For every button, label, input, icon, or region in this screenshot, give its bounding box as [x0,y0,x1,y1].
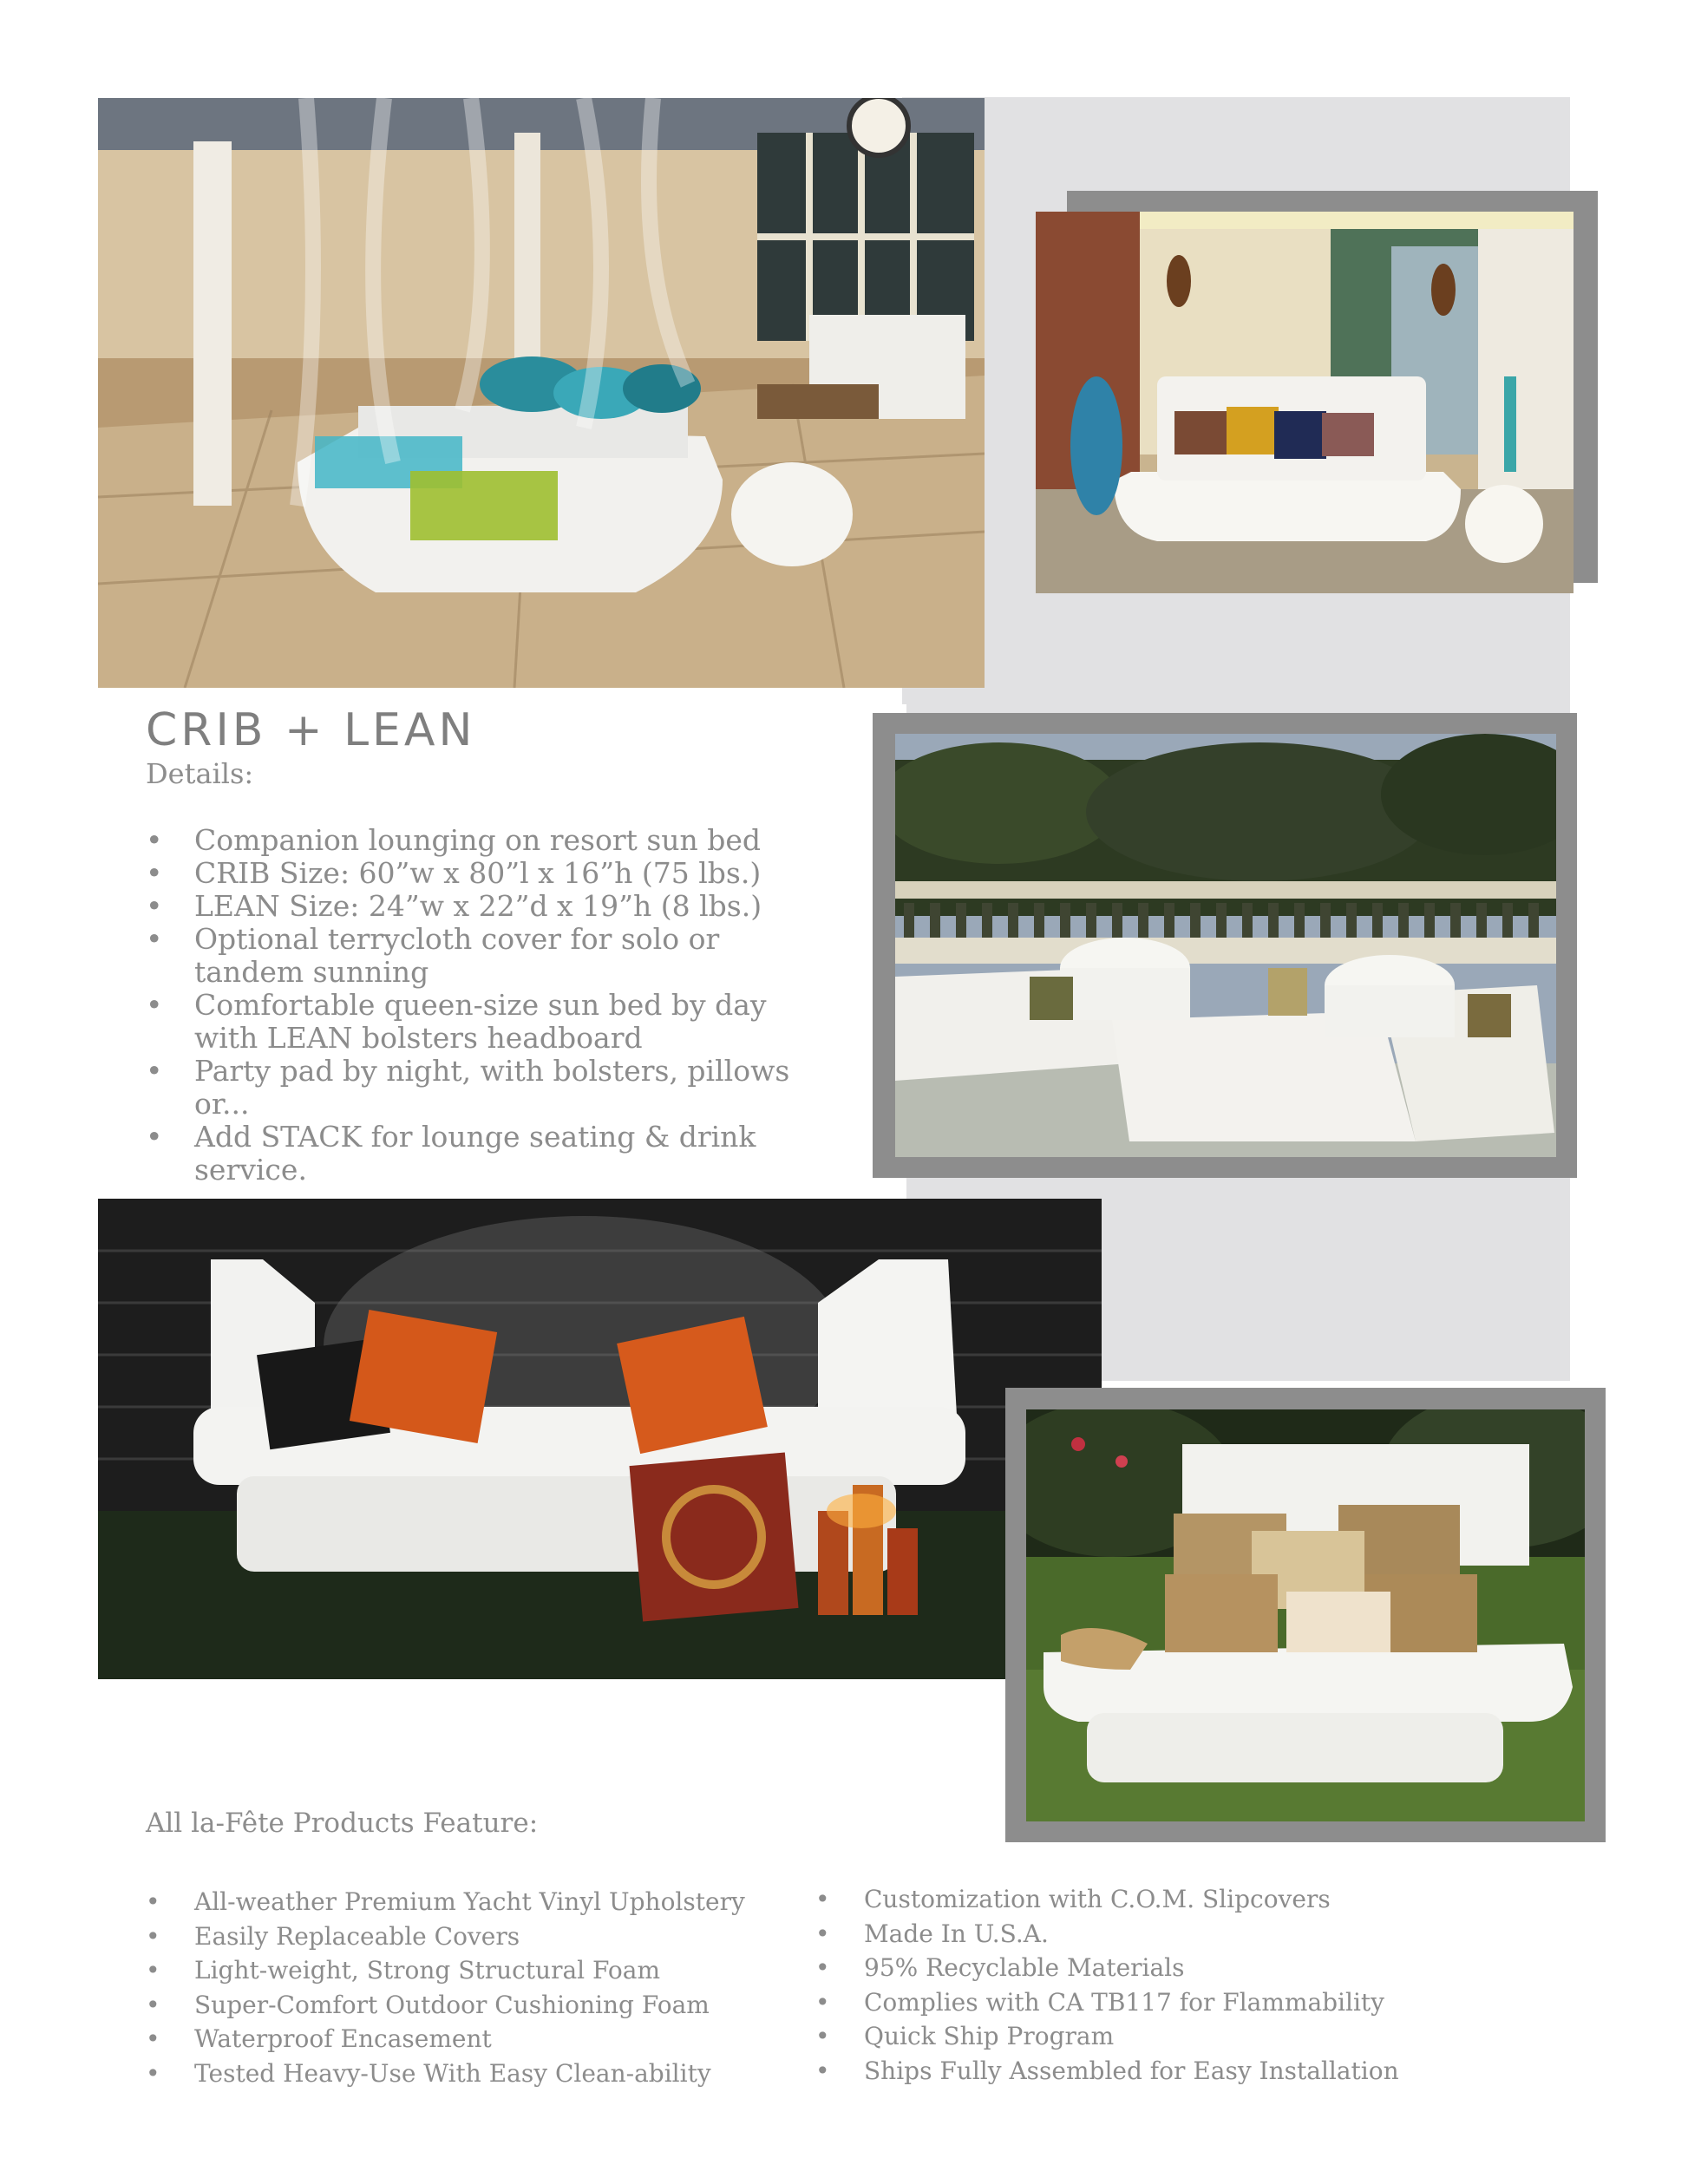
details-list [146,824,831,1187]
feature-item: • All-weather Premium Yacht Vinyl Upholstery [146,1885,805,1919]
features-right-block [815,1882,1509,2088]
detail-item: • LEAN Size: 24”w x 22”d x 19”h (8 lbs.) [146,890,831,923]
feature-item: • Complies with CA TB117 for Flammability [815,1985,1509,2020]
features-list-left [146,1885,805,2090]
feature-item: • Customization with C.O.M. Slipcovers [815,1882,1509,1917]
detail-item: • Add STACK for lounge seating & drink service. [146,1121,831,1187]
feature-item: • Made In U.S.A. [815,1917,1509,1952]
features-heading: All la-Fête Products Feature: [146,1808,539,1839]
feature-item: • Waterproof Encasement [146,2022,805,2056]
photo-sofa-candles [98,1199,1102,1679]
product-title-block [146,704,892,791]
feature-item: • 95% Recyclable Materials [815,1951,1509,1985]
detail-item: • Party pad by night, with bolsters, pillows or... [146,1055,831,1121]
photo-terrace-sunbeds [895,734,1556,1157]
features-list-right [815,1882,1509,2088]
photo-canopy-sunbed [98,98,985,688]
details-list-block [146,824,831,1187]
feature-item: • Tested Heavy-Use With Easy Clean-ability [146,2056,805,2091]
photo-patio-sunbed [1036,212,1574,593]
detail-item: • Companion lounging on resort sun bed [146,824,831,857]
feature-item: • Easily Replaceable Covers [146,1919,805,1954]
feature-item: • Quick Ship Program [815,2019,1509,2054]
features-left-block [146,1885,805,2090]
detail-item: • Comfortable queen-size sun bed by day with LEAN bolsters headboard [146,989,831,1055]
feature-item: • Ships Fully Assembled for Easy Installation [815,2054,1509,2089]
product-title: CRIB + LEAN [146,704,476,756]
detail-item: • CRIB Size: 60”w x 80”l x 16”h (75 lbs.) [146,857,831,890]
details-label: Details: [146,757,254,790]
photo-garden-sunbed [1026,1409,1585,1821]
feature-item: • Light-weight, Strong Structural Foam [146,1953,805,1988]
detail-item: • Optional terrycloth cover for solo or tandem sunning [146,923,831,989]
feature-item: • Super-Comfort Outdoor Cushioning Foam [146,1988,805,2023]
